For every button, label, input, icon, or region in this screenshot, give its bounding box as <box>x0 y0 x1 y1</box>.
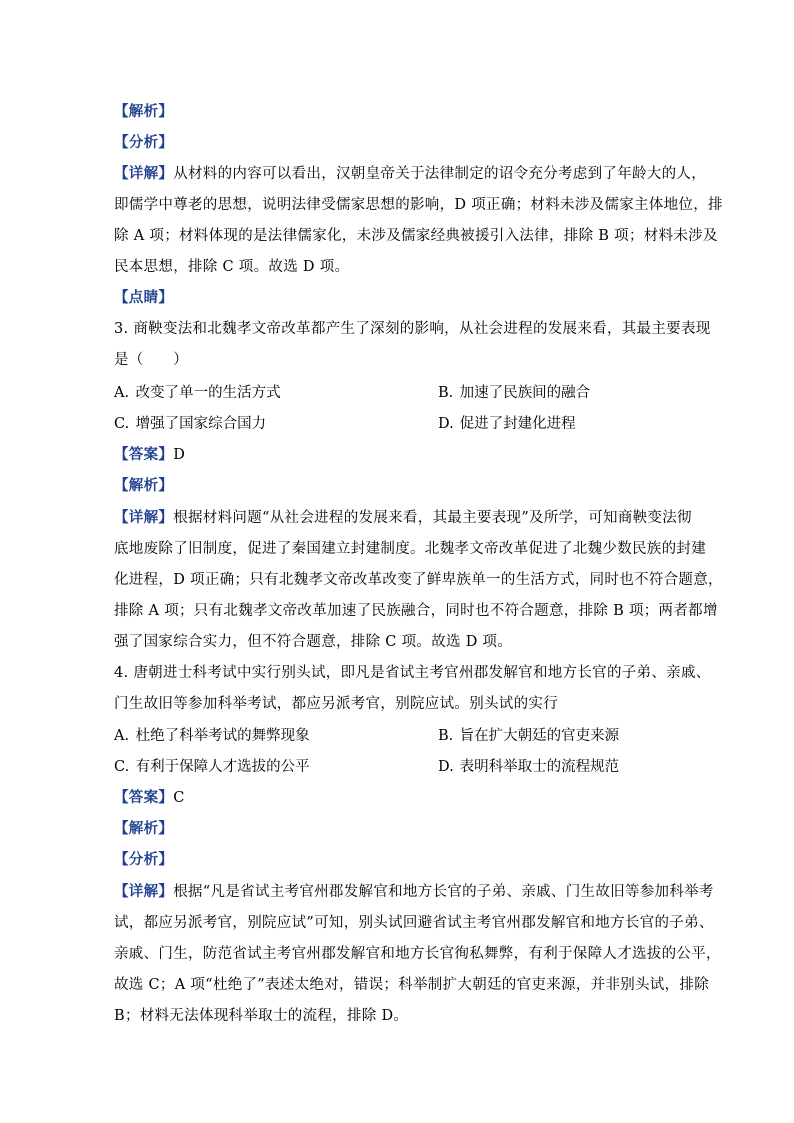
fenxi-heading: 【分析】 <box>114 851 174 868</box>
fenxi-heading: 【分析】 <box>114 134 174 151</box>
q3-option-d: D. 促进了封建化进程 <box>438 416 576 432</box>
explanation-line: 化进程，D 项正确；只有北魏孝文帝改革改变了鲜卑族单一的生活方式，同时也不符合题意， <box>114 572 723 588</box>
q3-answer <box>114 444 185 466</box>
explanation-line: B；材料无法体现科举取士的流程，排除 D。 <box>114 1008 409 1024</box>
answer-value: C <box>173 790 185 806</box>
jiexi-heading: 【解析】 <box>114 103 174 120</box>
explanation-line: 亲戚、门生，防范省试主考官州郡发解官和地方长官徇私舞弊，有利于保障人才选拔的公平， <box>114 946 721 962</box>
explanation-line: 【详解】从材料的内容可以看出，汉朝皇帝关于法律制定的诏令充分考虑到了年龄大的人， <box>114 165 706 182</box>
explanation-line: 故选 C；A 项“杜绝了”表述太绝对，错误；科举制扩大朝廷的官吏来源，并非别头试，排除 <box>114 977 710 993</box>
xiangjie-heading: 【详解】 <box>114 883 174 900</box>
explanation-line: 试，都应另派考官，别院应试”可知，别头试回避省试主考官州郡发解官和地方长官的子弟、 <box>114 915 714 931</box>
question-3-stem: 是（ ） <box>114 352 188 368</box>
q4-option-d: D. 表明科举取士的流程规范 <box>438 759 620 775</box>
question-3-stem: 3. 商鞅变法和北魏孝文帝改革都产生了深刻的影响，从社会进程的发展来看，其最主要表现 <box>114 321 711 337</box>
jiexi-heading: 【解析】 <box>114 820 174 837</box>
answer-heading: 【答案】 <box>114 789 174 806</box>
explanation-line: 即儒学中尊老的思想，说明法律受儒家思想的影响，D 项正确；材料未涉及儒家主体地位，排 <box>114 197 723 213</box>
explanation-line: 【详解】根据材料问题“从社会进程的发展来看，其最主要表现”及所学，可知商鞅变法彻 <box>114 509 692 526</box>
explanation-line: 排除 A 项；只有北魏孝文帝改革加速了民族融合，同时也不符合题意，排除 B 项；两者都增 <box>114 603 718 619</box>
q4-option-a: A. 杜绝了科举考试的舞弊现象 <box>114 728 310 744</box>
explanation-line: 底地废除了旧制度，促进了秦国建立封建制度。北魏孝文帝改革促进了北魏少数民族的封建 <box>114 541 706 557</box>
q4-option-c: C. 有利于保障人才选拔的公平 <box>114 759 310 775</box>
q4-option-b: B. 旨在扩大朝廷的官吏来源 <box>438 728 620 744</box>
q3-option-c: C. 增强了国家综合国力 <box>114 416 267 432</box>
xiangjie-heading: 【详解】 <box>114 509 174 526</box>
explanation-line: 强了国家综合实力，但不符合题意，排除 C 项。故选 D 项。 <box>114 634 513 650</box>
explanation-line: 除 A 项；材料体现的是法律儒家化，未涉及儒家经典被援引入法律，排除 B 项；材料未涉及 <box>114 228 718 244</box>
answer-value: D <box>173 447 186 463</box>
explanation-line: 民本思想，排除 C 项。故选 D 项。 <box>114 259 350 275</box>
xiangjie-heading: 【详解】 <box>114 165 174 182</box>
explanation-line: 【详解】根据“凡是省试主考官州郡发解官和地方长官的子弟、亲戚、门生故旧等参加科举考 <box>114 883 714 900</box>
jiexi-heading: 【解析】 <box>114 477 174 494</box>
q3-option-a: A. 改变了单一的生活方式 <box>114 385 281 401</box>
q4-answer <box>114 787 185 809</box>
answer-heading: 【答案】 <box>114 446 174 463</box>
question-4-stem: 4. 唐朝进士科考试中实行别头试，即凡是省试主考官州郡发解官和地方长官的子弟、亲戚、 <box>114 665 711 681</box>
dianjing-heading: 【点睛】 <box>114 289 174 306</box>
question-4-stem: 门生故旧等参加科举考试，都应另派考官，别院应试。别头试的实行 <box>114 696 558 712</box>
q3-option-b: B. 加速了民族间的融合 <box>438 385 591 401</box>
